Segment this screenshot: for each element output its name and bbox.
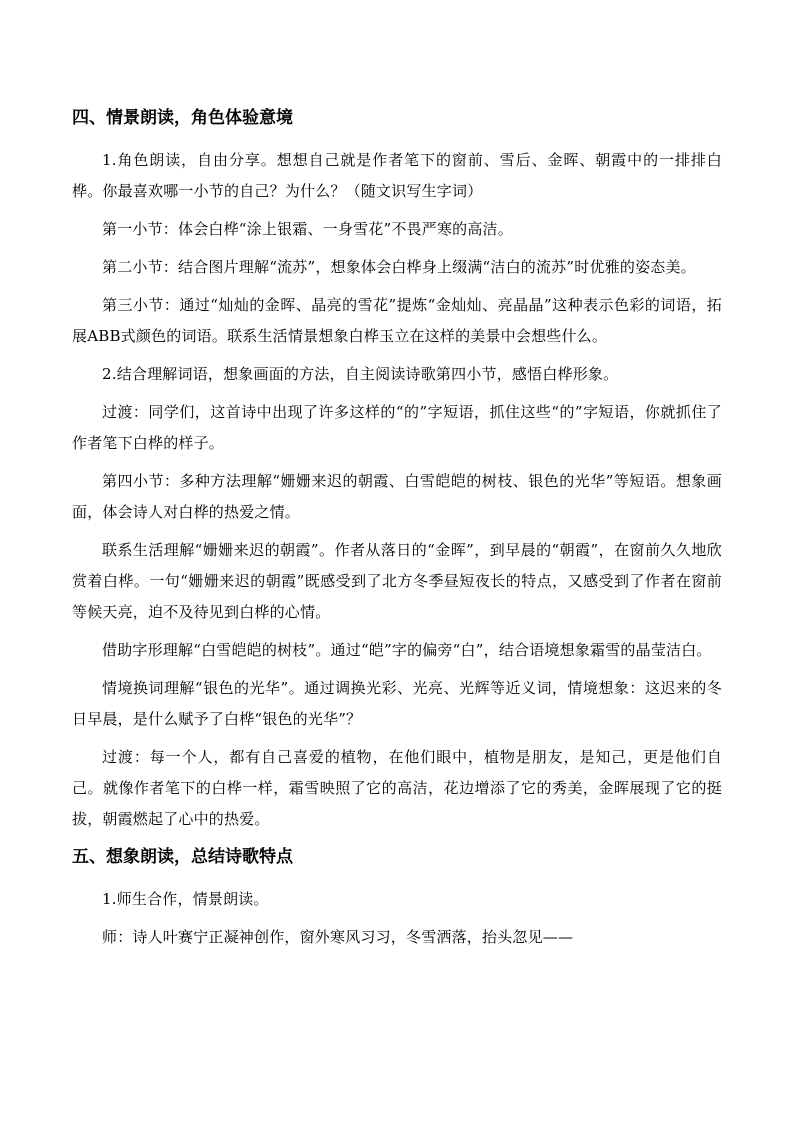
paragraph: 2.结合理解词语，想象画面的方法，自主阅读诗歌第四小节，感悟白桦形象。 — [102, 365, 619, 383]
paragraph: 师：诗人叶赛宁正凝神创作，窗外寒风习习，冬雪洒落，抬头忽见—— — [102, 928, 574, 946]
paragraph: 1.角色朗读，自由分享。想想自己就是作者笔下的窗前、雪后、金晖、朝霞中的一排排白桦。你最喜欢哪一小节的自己？为什么？（随文识写生字词） — [72, 151, 722, 200]
paragraph: 联系生活理解“姗姗来迟的朝霞”。作者从落日的“金晖”，到早晨的“朝霞”，在窗前久久地欣赏着白桦。一句“姗姗来迟的朝霞”既感受到了北方冬季昼短夜长的特点，又感受到了作者在窗前等候天亮，迫不及待见到白桦的心情。 — [72, 541, 722, 621]
paragraph: 第三小节：通过“灿灿的金晖、晶亮的雪花”提炼“金灿灿、亮晶晶”这种表示色彩的词语，拓展ABB式颜色的词语。联系生活情景想象白桦玉立在这样的美景中会想些什么。 — [72, 296, 722, 345]
paragraph: 第二小节：结合图片理解“流苏”，想象体会白桦身上缀满“洁白的流苏”时优雅的姿态美。 — [102, 258, 696, 276]
paragraph: 过渡：同学们，这首诗中出现了许多这样的“的”字短语，抓住这些“的”字短语，你就抓住了作者笔下白桦的样子。 — [72, 403, 722, 452]
section-heading: 四、情景朗读，角色体验意境 — [72, 108, 293, 128]
paragraph: 情境换词理解“银色的光华”。通过调换光彩、光亮、光辉等近义词，情境想象：这迟来的冬日早晨，是什么赋予了白桦“银色的光华”？ — [72, 679, 722, 728]
document-body — [72, 103, 722, 960]
section-5 — [72, 842, 722, 953]
section-heading: 五、想象朗读，总结诗歌特点 — [72, 847, 293, 867]
section-4 — [72, 103, 722, 835]
paragraph: 借助字形理解“白雪皑皑的树枝”。通过“皑”字的偏旁“白”，结合语境想象霜雪的晶莹洁白。 — [102, 641, 712, 659]
paragraph: 1.师生合作，情景朗读。 — [102, 890, 269, 908]
paragraph: 第四小节：多种方法理解“姗姗来迟的朝霞、白雪皑皑的树枝、银色的光华”等短语。想象画面，体会诗人对白桦的热爱之情。 — [72, 472, 722, 521]
paragraph: 过渡：每一个人，都有自己喜爱的植物，在他们眼中，植物是朋友，是知己，更是他们自己。就像作者笔下的白桦一样，霜雪映照了它的高洁，花边增添了它的秀美，金晖展现了它的挺拔，朝霞燃起了心中的热爱。 — [72, 748, 722, 828]
paragraph: 第一小节：体会白桦“涂上银霜、一身雪花”不畏严寒的高洁。 — [102, 220, 513, 238]
